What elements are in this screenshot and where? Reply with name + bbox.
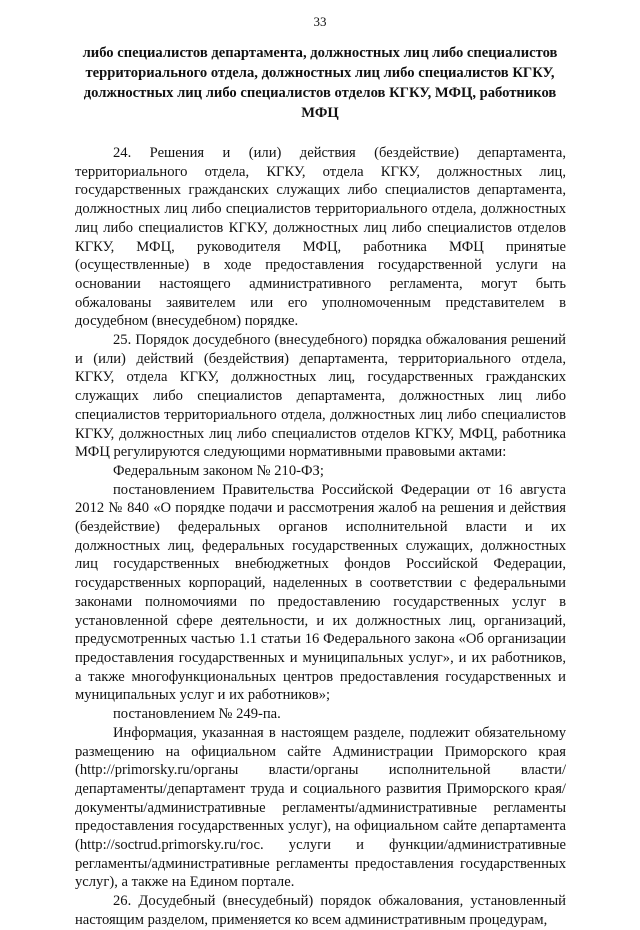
paragraph-decree-249: постановлением № 249-па. bbox=[113, 706, 281, 723]
paragraph-law-210: Федеральным законом № 210-ФЗ; bbox=[113, 462, 324, 479]
paragraph-decree-840: постановлением Правительства Российской Федерации от 16 августа 2012 № 840 «О порядке подачи и рассмотрения жалоб на решения и действия (бездействие) федеральных органов исполнительной власти и их должностных лиц, федеральных государственных служащих, должностных лиц государственных внебюджетных фондов Российской Федерации, государственных корпораций, наделенных в соответствии с федеральными законами полномочиями по предоставлению государственных услуг в установленной сфере деятельности, и их должностных лиц, организаций, предусмотренных частью 1.1 статьи 16 Федерального закона «Об организации предоставления государственных и муниципальных услуг», и их работников, а также многофункциональных центров предоставления государственных и муниципальных услуг и их работников»; bbox=[75, 481, 566, 704]
paragraph-25: 25. Порядок досудебного (внесудебного) порядка обжалования решений и (или) действий (бездействия) департамента, территориального отдела, КГКУ, отдела КГКУ, должностных лиц, государственных гражданских служащих либо специалистов департамента, должностных лиц либо специалистов территориального отдела, должностных лиц либо специалистов КГКУ, должностных лиц либо специалистов отделов КГКУ, МФЦ, работника МФЦ регулируются следующими нормативными правовыми актами: bbox=[75, 332, 566, 461]
paragraph-information: Информация, указанная в настоящем разделе, подлежит обязательному размещению на официальном сайте Администрации Приморского края (http://primorsky.ru/органы власти/органы исполнительной власти/департаменты/департамент труда и социального развития Приморского края/ документы/административные регламенты/административные регламенты предоставления государственных услуг), на официальном сайте департамента (http://soctrud.primorsky.ru/гос. услуги и функции/административные регламенты/административные регламенты предоставления государственных услуг), а также на Едином портале. bbox=[75, 724, 566, 891]
paragraph-24: 24. Решения и (или) действия (бездействие) департамента, территориального отдела, КГКУ, отдела КГКУ, должностных лиц, государственных гражданских служащих либо специалистов департамента, должностных лиц либо специалистов территориального отдела, должностных лиц либо специалистов КГКУ, должностных лиц либо специалистов отделов КГКУ, МФЦ, руководителя МФЦ, работника МФЦ принятые (осуществленные) в ходе предоставления государственной услуги на основании настоящего административного регламента, могут быть обжалованы заявителем или его уполномоченным представителем в досудебном (внесудебном) порядке. bbox=[75, 145, 566, 330]
section-heading: либо специалистов департамента, должностных лиц либо специалистов территориального отдела, должностных лиц либо специалистов КГКУ, должностных лиц либо специалистов отделов КГКУ, МФЦ, работников МФЦ bbox=[82, 45, 558, 121]
document-body bbox=[75, 144, 566, 930]
paragraph-26: 26. Досудебный (внесудебный) порядок обжалования, установленный настоящим разделом, применяется ко всем административным процедурам, bbox=[75, 893, 566, 928]
page-number: 33 bbox=[313, 14, 327, 29]
